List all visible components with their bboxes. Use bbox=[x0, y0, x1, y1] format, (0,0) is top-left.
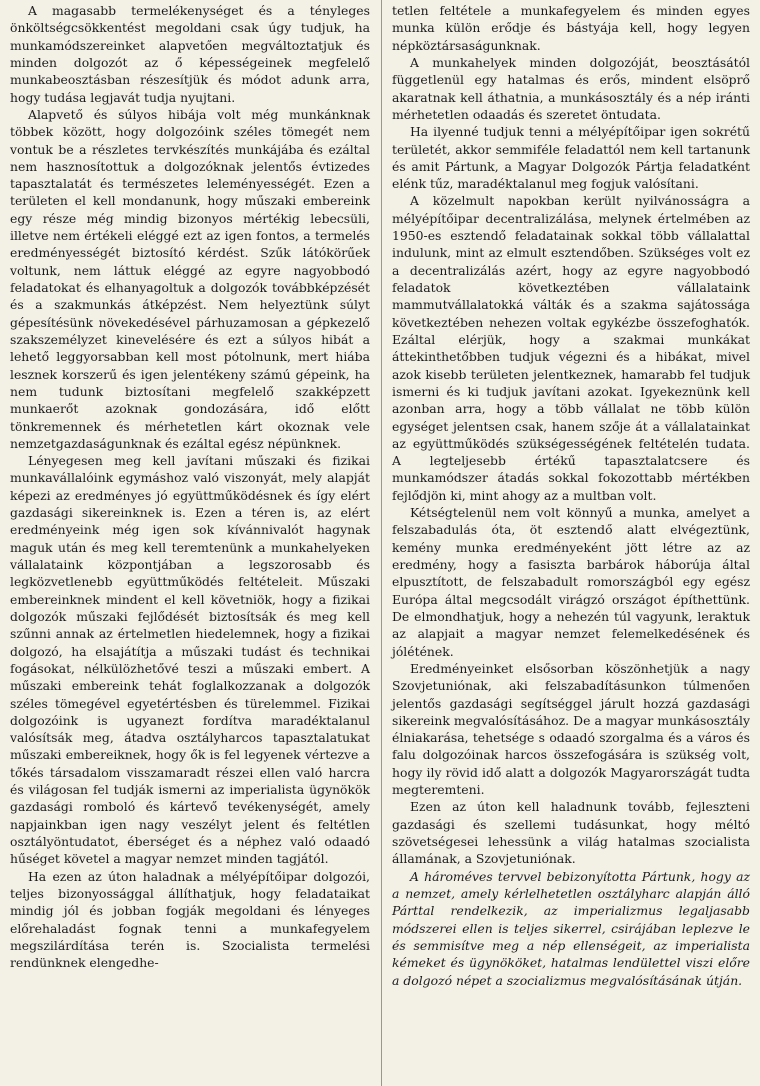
column-divider bbox=[381, 0, 382, 1086]
closing-paragraph-italic: A hároméves tervvel bebizonyította Pártunk, hogy az a nemzet, amely kérlelhetetlen osztályharc alapján álló Párttal rendelkezik, az imperializmus legaljasabb módszerei ellen is teljes sikerrel, csirájában leplezve le és semmisítve meg a nép ellenségeit, az imperialista kémeket és ügynököket, hatalmas lendülettel viszi előre a dolgozó népet a szocializmus megvalósításának útján. bbox=[392, 868, 750, 988]
paragraph: A magasabb termelékenységet és a tényleges önköltségcsökkentést megoldani csak úgy tudjuk, ha munkamódszereinket alapvetően megváltoztatjuk és minden dolgozót az ő képességeinek megfelelő munkabeosztásban részesítjük és módot adunk arra, hogy tudása legjavát tudja nyujtani. bbox=[10, 3, 370, 105]
right-column bbox=[392, 2, 750, 989]
paragraph: Lényegesen meg kell javítani műszaki és fizikai munkavállalóink egymáshoz való viszonyát, mely alapját képezi az eredményes jó együttműködésnek és így elért gazdasági sikereinknek is. Ezen a téren is, az elért eredményeink még igen sok kívánnivalót hagynak maguk után és meg kell teremtenünk a munkahelyeken vállalataink központjában a legszorosabb és legközvetlenebb együttműködés feltételeit. Műszaki embereinknek mindent el kell követniök, hogy a fizikai dolgozók műszaki fejlődését biztosítsák és meg kell szűnni annak az értelmetlen hiedelemnek, hogy a fizikai dolgozó, ha elsajátítja a műszaki tudást és technikai fogásokat, nélkülözhetővé teszi a műszaki embert. A műszaki embereink tehát foglalkozzanak a dolgozók széles tömegével egyetértésben és türelemmel. Fizikai dolgozóink is ugyanezt fordítva maradéktalanul valósítsák meg, átadva osztályharcos tapasztalatukat műszaki embereiknek, hogy ők is fel legyenek vértezve a tőkés társadalom visszamaradt részei ellen való harcra és világosan fel tudják ismerni az imperialista ügynökök gazdasági romboló és kártevő tevékenységét, amely napjainkban igen nagy veszélyt jelent és feltétlen osztályöntudatot, éberséget és a néphez való odaadó hűséget követel a magyar nemzet minden tagjától. bbox=[10, 453, 370, 867]
paragraph-continuation: tetlen feltétele a munkafegyelem és minden egyes munka külön erődje és bástyája kell, hogy legyen népköztársaságunknak. bbox=[392, 3, 750, 53]
paragraph: Ha ezen az úton haladnak a mélyépítőipar dolgozói, teljes bizonyossággal állíthatjuk, hogy feladataikat mindig jól és jobban fogják megoldani és lényeges előrehaladást fognak tenni a munkafegyelem megszilárdítása terén is. Szocialista termelési rendünknek elengedhe- bbox=[10, 868, 370, 971]
paragraph: A munkahelyek minden dolgozóját, beosztásától függetlenül egy hatalmas és erős, mindent elsöprő akaratnak kell áthatnia, a munkásosztály és a nép iránti mérhetetlen odaadás és szeretet öntudata. bbox=[392, 54, 750, 122]
paragraph: Eredményeinket elsősorban köszönhetjük a nagy Szovjetuniónak, aki felszabadításunkon túlmenően jelentős gazdasági segítséggel járult hozzá gazdasági sikereink megvalósításához. De a magyar munkásosztály élniakarása, tehetsége s odaadó szorgalma és a város és falu dolgozóinak harcos összefogására is szükség volt, hogy ily rövid idő alatt a dolgozók Magyarországát tudta megteremteni. bbox=[392, 660, 750, 798]
paragraph: A közelmult napokban került nyilvánosságra a mélyépítőipar decentralizálása, melynek értelmében az 1950-es esztendő feladatainak sokkal több vállalattal indulunk, mint az elmult esztendőben. Szükséges volt ez a decentralizálás azért, hogy az egyre nagyobbodó feladatok következtében vállalataink mammutvállalatokká válták és a szakma sajátossága következtében nehezen voltak egykézbe összefoghatók. Ezáltal elérjük, hogy a szakmai munkákat áttekinthetőbben tudjuk végezni és a hibákat, mivel azok kisebb területen jelentkeznek, hamarabb fel tudjuk ismerni és ki tudjuk javítani azokat. Igyekeznünk kell azonban arra, hogy a több vállalat ne több külön egységet jelentsen csak, hanem szője át a vállalatainkat az együttműködés szükségességének feltételén tudata. A legteljesebb értékű tapasztalatcsere és munkamódszer átadás sokkal fokozottabb mértékben fejlődjön ki, mint ahogy az a multban volt. bbox=[392, 193, 750, 503]
paragraph: Ha ilyenné tudjuk tenni a mélyépítőipar igen sokrétű területét, akkor semmiféle feladattól nem kell tartanunk és amit Pártunk, a Magyar Dolgozók Pártja feladatként elénk tűz, maradéktalanul meg fogjuk valósítani. bbox=[392, 124, 750, 192]
paragraph: Alapvető és súlyos hibája volt még munkánknak többek között, hogy dolgozóink széles tömegét nem vontuk be a részletes tervkészítés munkájába és ezáltal nem hasznosítottuk a dolgozóknak jelentős évtizedes tapasztalatát és természetes leleményességét. Ezen a területen el kell mondanunk, hogy műszaki embereink egy része még mindig bizonyos mértékig lebecsüli, illetve nem értékeli eléggé ezt az igen fontos, a termelés eredményességét biztosító kérdést. Szűk látókörűek voltunk, nem láttuk eléggé az egyre nagyobbodó feladatokat és elhanyagoltuk a dolgozók továbbképzését és a szakmunkás átképzést. Nem helyeztünk súlyt gépesítésünk növekedésével párhuzamosan a gépkezelő szakszemélyzet kinevelésére és ezt a súlyos hibát a lehető leggyorsabban kell most pótolnunk, mert hiába lesznek korszerű és igen jelentékeny számú gépeink, ha nem tudunk biztosítani megfelelő szakképzett munkaerőt azoknak gondozására, idő előtt tönkremennek és mérhetetlen kárt okoznak vele nemzetgazdaságunknak és ezáltal egész népünknek. bbox=[10, 106, 370, 451]
paragraph: Ezen az úton kell haladnunk tovább, fejleszteni gazdasági és szellemi tudásunkat, hogy méltó szövetségesei lehessünk a világ hatalmas szocialista államának, a Szovjetuniónak. bbox=[392, 799, 750, 867]
paragraph: Kétségtelenül nem volt könnyű a munka, amelyet a felszabadulás óta, öt esztendő alatt elvégeztünk, kemény munka eredményeként jött létre az az eredmény, hogy a fasiszta barbárok háborúja által elpusztított, de felszabadult romországból egy egész Európa által megcsodált virágzó országot építhettünk. De elmondhatjuk, hogy a nehezén túl vagyunk, leraktuk az alapjait a magyar nemzet felemelkedésének és jólétének. bbox=[392, 505, 750, 659]
left-column bbox=[10, 2, 370, 972]
